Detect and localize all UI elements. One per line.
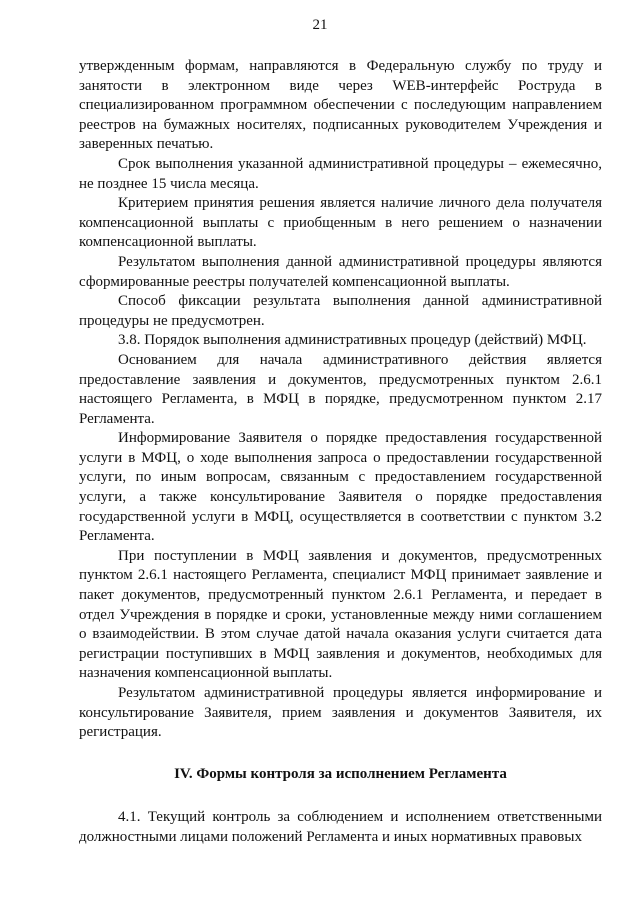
- paragraph: Способ фиксации результата выполнения данной административной процедуры не предусмотрен.: [79, 293, 602, 329]
- paragraph: Результатом административной процедуры является информирование и консультирование Заявителя, прием заявления и документов Заявителя, их регистрация.: [79, 685, 602, 741]
- subsection-title: 3.8. Порядок выполнения административных процедур (действий) МФЦ.: [118, 332, 587, 349]
- paragraph: Результатом выполнения данной административной процедуры являются сформированные реестры получателей компенсационной выплаты.: [79, 253, 602, 290]
- paragraph: Основанием для начала административного действия является предоставление заявления и документов, предусмотренных пунктом 2.6.1 настоящего Регламента, в МФЦ в порядке, предусмотренном пунктом 2.17 Регламента.: [79, 351, 602, 427]
- page-number: 21: [312, 17, 328, 33]
- paragraph: 4.1. Текущий контроль за соблюдением и исполнением ответственными должностными лицами положений Регламента и иных нормативных правовых: [79, 809, 602, 845]
- paragraph: утвержденным формам, направляются в Федеральную службу по труду и занятости в электронном виде через WEB-интерфейс Роструда в специализированном программном обеспечении с последующим направлением реестров на бумажных носителях, подписанных руководителем Учреждения и заверенных печатью.: [79, 58, 602, 153]
- paragraph: Информирование Заявителя о порядке предоставления государственной услуги в МФЦ, о ходе выполнения запроса о предоставлении государственной услуги, по иным вопросам, связанным с предоставлением государственной услуги, а также консультирование Заявителя о порядке предоставления государственной услуги в МФЦ, осуществляется в соответствии с пунктом 3.2 Регламента.: [79, 430, 602, 545]
- document-body: [79, 57, 602, 848]
- section-heading: IV. Формы контроля за исполнением Регламента: [174, 765, 507, 782]
- paragraph: Срок выполнения указанной административной процедуры – ежемесячно, не позднее 15 числа месяца.: [79, 155, 602, 192]
- paragraph: При поступлении в МФЦ заявления и документов, предусмотренных пунктом 2.6.1 настоящего Регламента, специалист МФЦ принимает заявление и пакет документов, предусмотренный пунктом 2.6.1 Регламента, и передает в отдел Учреждения в порядке и сроки, установленные между ними соглашением о взаимодействии. В этом случае датой начала оказания услуги считается дата регистрации поступивших в МФЦ заявления и документов, необходимых для назначения компенсационной выплаты.: [79, 547, 602, 682]
- paragraph: Критерием принятия решения является наличие личного дела получателя компенсационной выплаты с приобщенным в него решением о назначении компенсационной выплаты.: [79, 195, 602, 251]
